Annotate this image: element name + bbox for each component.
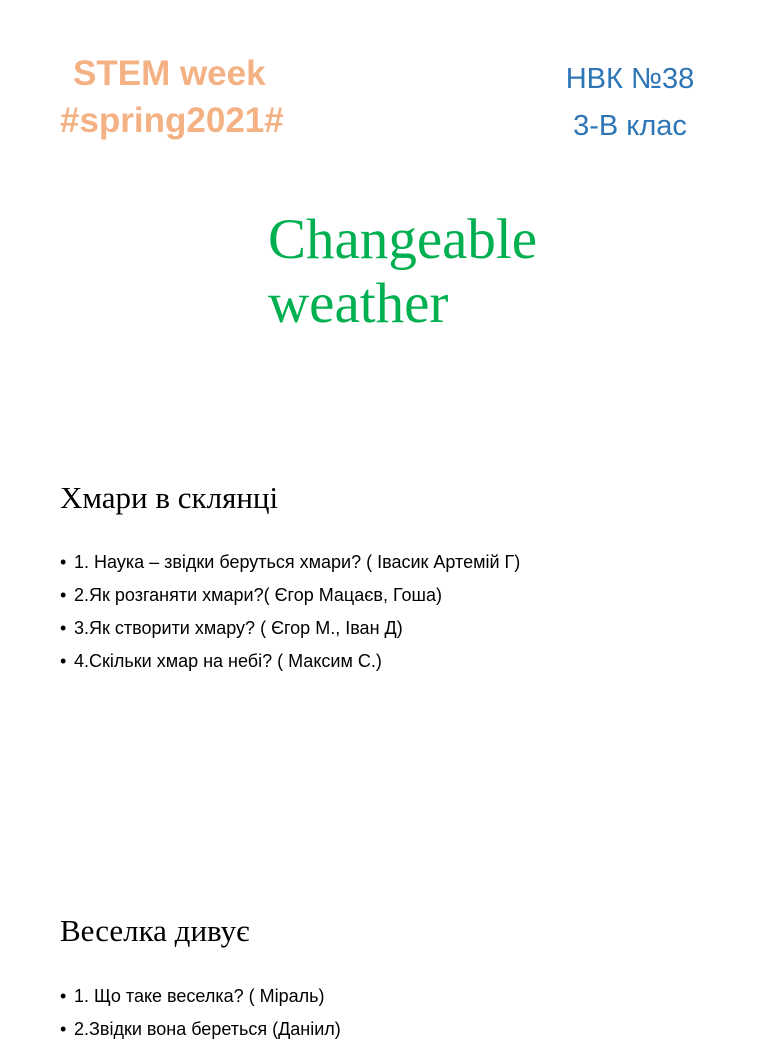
bullet-icon: • (60, 986, 67, 1006)
school-header (540, 56, 720, 150)
list-item-text: 2.Звідки вона береться (Даніил) (74, 1019, 341, 1039)
rainbow-topic-list (60, 980, 750, 1046)
stem-week-header (60, 50, 340, 144)
bullet-icon: • (60, 618, 67, 638)
title-line-2: weather (268, 272, 449, 335)
bullet-icon: • (60, 651, 67, 671)
list-item-text: 4.Скільки хмар на небі? ( Максим С.) (74, 651, 382, 671)
list-item-text: 1. Що таке веселка? ( Міраль) (74, 986, 325, 1006)
list-item (60, 546, 750, 579)
title-line-1: Changeable (268, 208, 538, 271)
page-title (268, 208, 688, 336)
section-heading-clouds: Хмари в склянці (60, 480, 279, 515)
list-item-text: 1. Наука – звідки беруться хмари? ( Івасик Артемій Г) (74, 552, 521, 572)
list-item (60, 645, 750, 678)
list-item-text: 3.Як створити хмару? ( Єгор М., Іван Д) (74, 618, 403, 638)
bullet-icon: • (60, 1019, 67, 1039)
stem-week-label: STEM week (73, 54, 266, 93)
list-item (60, 579, 750, 612)
list-item (60, 612, 750, 645)
bullet-icon: • (60, 552, 67, 572)
list-item (60, 980, 750, 1013)
list-item-text: 2.Як розганяти хмари?( Єгор Мацаєв, Гоша) (74, 585, 442, 605)
class-name: 3-В клас (573, 110, 687, 142)
spring-hashtag: #spring2021# (60, 101, 284, 140)
school-name: НВК №38 (565, 63, 695, 95)
list-item (60, 1013, 750, 1046)
bullet-icon: • (60, 585, 67, 605)
section-heading-rainbow: Веселка дивує (60, 913, 250, 948)
clouds-topic-list (60, 546, 750, 678)
